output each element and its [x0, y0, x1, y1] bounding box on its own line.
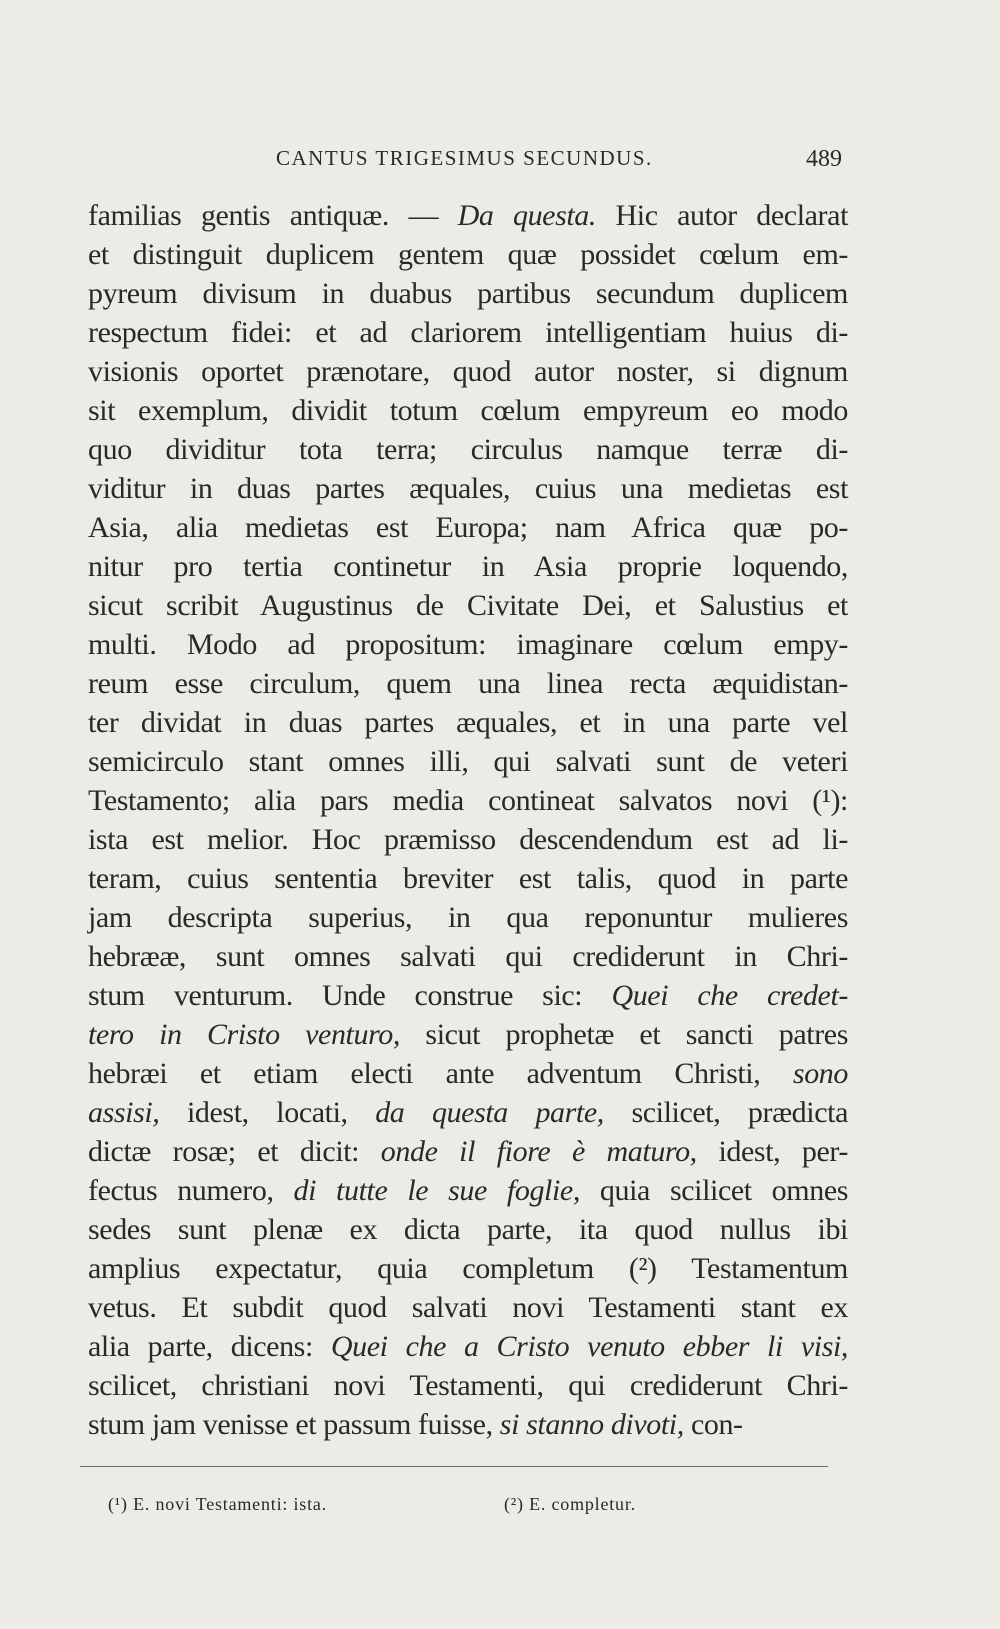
page-header: [82, 146, 842, 186]
text-line: vetus. Et subdit quod salvati novi Testamenti stant ex: [88, 1291, 848, 1324]
text-line: semicirculo stant omnes illi, qui salvati sunt de veteri: [88, 745, 848, 778]
text-line: teram, cuius sententia breviter est talis, quod in parte: [88, 862, 848, 895]
text-line: ter dividat in duas partes æquales, et in una parte vel: [88, 706, 848, 739]
text-line: multi. Modo ad propositum: imaginare cœlum empy-: [88, 628, 848, 661]
body-text: [88, 196, 848, 1444]
text-line: pyreum divisum in duabus partibus secundum duplicem: [88, 277, 848, 310]
text-line: jam descripta superius, in qua reponuntur mulieres: [88, 901, 848, 934]
text-line: hebrææ, sunt omnes salvati qui crediderunt in Chri-: [88, 940, 848, 973]
text-line: fectus numero, di tutte le sue foglie, quia scilicet omnes: [88, 1174, 849, 1207]
text-line: alia parte, dicens: Quei che a Cristo venuto ebber li visi,: [88, 1330, 848, 1363]
text-line: sit exemplum, dividit totum cœlum empyreum eo modo: [88, 394, 848, 427]
text-line: et distinguit duplicem gentem quæ possidet cœlum em-: [88, 238, 848, 271]
running-title: CANTUS TRIGESIMUS SECUNDUS.: [276, 146, 653, 170]
italic-quote: tero in Cristo venturo,: [88, 1018, 400, 1051]
text-line: Testamento; alia pars media contineat salvatos novi (¹):: [88, 784, 848, 817]
footnote-2: (²) E. completur.: [504, 1494, 636, 1514]
text-line: quo dividitur tota terra; circulus namque terræ di-: [88, 433, 848, 466]
italic-quote: assisi,: [88, 1096, 160, 1129]
text-line: visionis oportet prænotare, quod autor noster, si dignum: [88, 355, 848, 388]
text-line: amplius expectatur, quia completum (²) Testamentum: [88, 1252, 848, 1285]
text-line: assisi, idest, locati, da questa parte, scilicet, prædicta: [88, 1096, 848, 1129]
text-line: respectum fidei: et ad clariorem intelligentiam huius di-: [88, 316, 848, 349]
text-line: sicut scribit Augustinus de Civitate Dei, et Salustius et: [88, 589, 848, 622]
text-line: tero in Cristo venturo, sicut prophetæ et sancti patres: [88, 1018, 848, 1051]
text-line: scilicet, christiani novi Testamenti, qui crediderunt Chri-: [88, 1369, 848, 1402]
italic-quote: Da questa.: [457, 199, 597, 232]
italic-quote: sono: [792, 1057, 848, 1090]
italic-quote: si stanno divoti,: [499, 1408, 684, 1441]
italic-quote: onde il fiore è maturo,: [380, 1135, 697, 1168]
text-line: stum venturum. Unde construe sic: Quei che credet-: [88, 979, 848, 1012]
italic-quote: di tutte le sue foglie,: [293, 1174, 580, 1207]
text-line: hebræi et etiam electi ante adventum Christi, sono: [88, 1057, 848, 1090]
text-line: Asia, alia medietas est Europa; nam Africa quæ po-: [88, 511, 848, 544]
italic-quote: da questa parte,: [375, 1096, 604, 1129]
text-line: dictæ rosæ; et dicit: onde il fiore è maturo, idest, per-: [88, 1135, 848, 1168]
text-line: familias gentis antiquæ. — Da questa. Hic autor declarat: [88, 199, 849, 232]
text-line: sedes sunt plenæ ex dicta parte, ita quod nullus ibi: [88, 1213, 848, 1246]
italic-quote: Quei che credet-: [611, 979, 848, 1012]
text-line: reum esse circulum, quem una linea recta æquidistan-: [88, 667, 848, 700]
footnote-divider: [80, 1466, 828, 1467]
text-line: viditur in duas partes æquales, cuius una medietas est: [88, 472, 848, 505]
footnote-1: (¹) E. novi Testamenti: ista.: [108, 1494, 327, 1514]
italic-quote: Quei che a Cristo venuto ebber li visi,: [330, 1330, 848, 1363]
text-line: stum jam venisse et passum fuisse, si stanno divoti, con-: [88, 1408, 743, 1441]
page-number: 489: [806, 146, 842, 172]
text-line: nitur pro tertia continetur in Asia proprie loquendo,: [88, 550, 848, 583]
text-line: ista est melior. Hoc præmisso descendendum est ad li-: [88, 823, 848, 856]
